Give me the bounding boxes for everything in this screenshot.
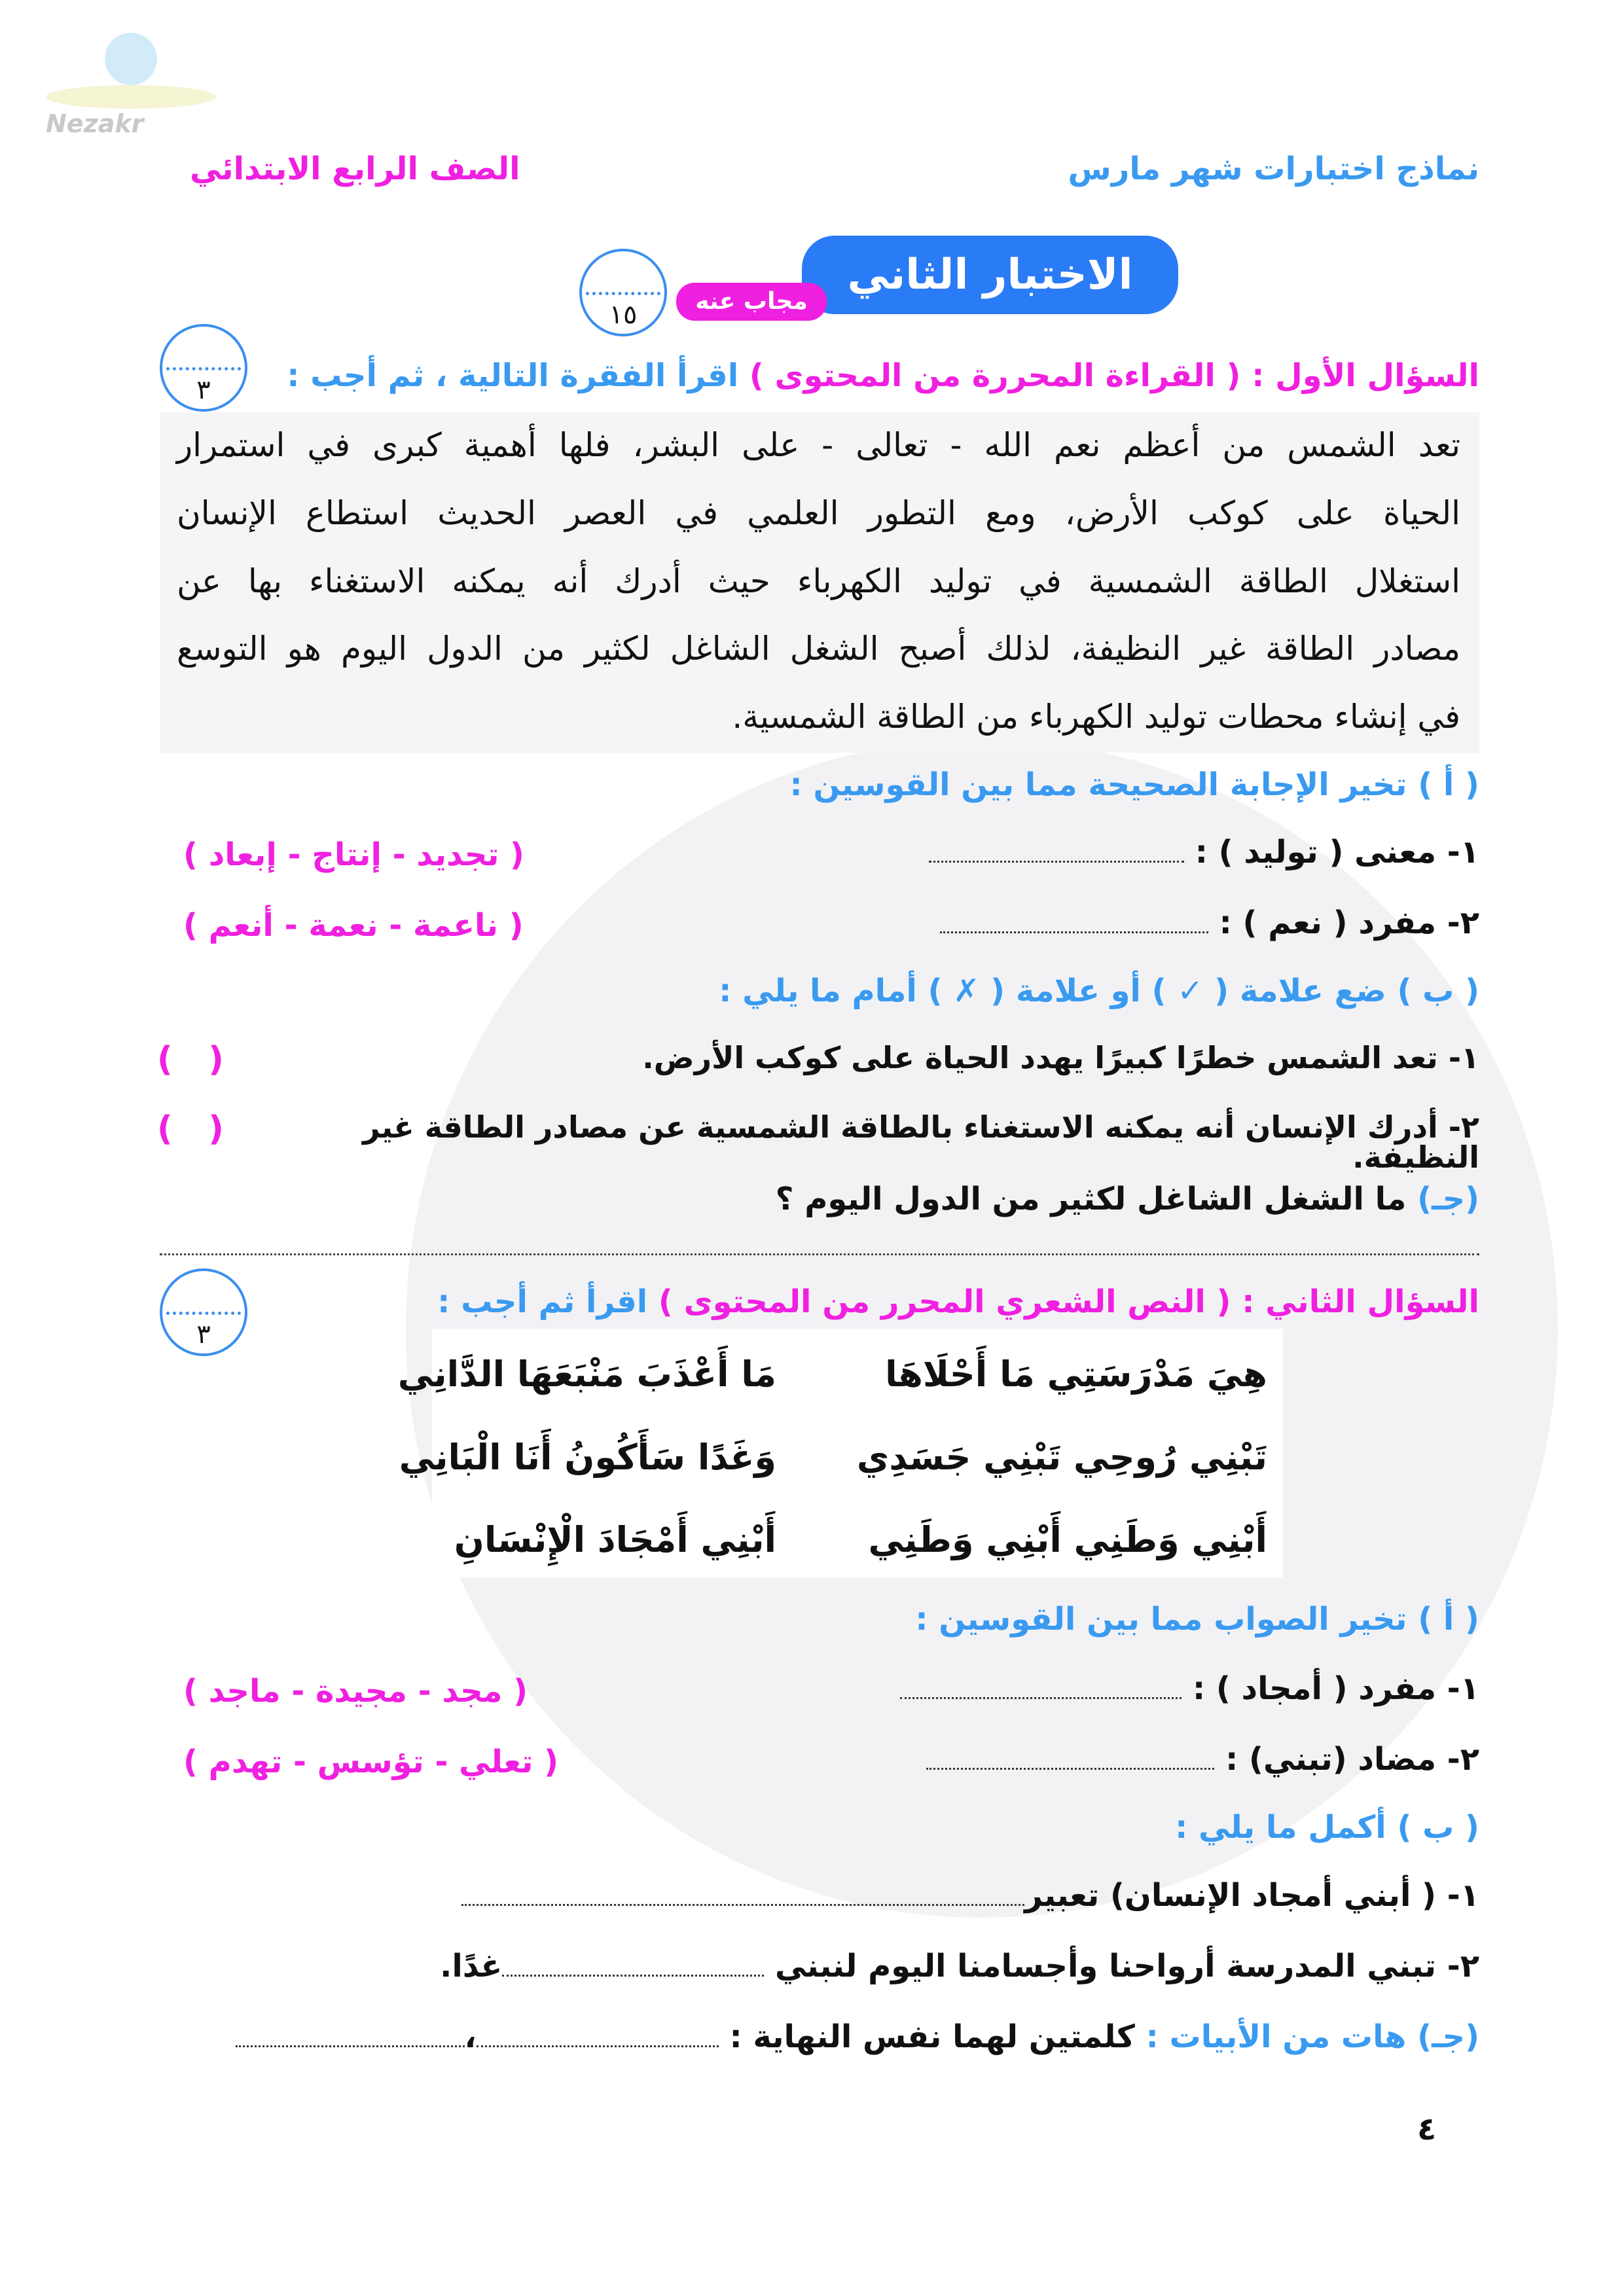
answer-blank[interactable] [502,1975,764,1977]
answer-blank[interactable] [940,931,1208,933]
q1-b-item [157,1040,1479,1079]
logo [39,26,223,144]
q1-a-item [929,836,1479,868]
q1-part-a-label: ( أ ) تخير الإجابة الصحيحة مما بين القوسين : [789,766,1479,803]
passage-line: تعد الشمس من أعظم نعم الله - تعالى - على البشر، فلها أهمية كبرى في استمرار [177,426,1460,464]
q2-topic: ( النص الشعري المحرر من المحتوى ) [658,1283,1231,1320]
q2-part-b-label: ( ب ) أكمل ما يلي : [1175,1809,1479,1846]
item-text: ٢- مفرد ( نعم ) : [1219,905,1479,941]
answer-blank[interactable] [477,2045,719,2047]
answer-parens[interactable]: ( ) [157,1040,224,1079]
logo-graduate-icon [105,33,157,85]
poem-verse: وَغَدًا سَأَكُونُ أَنَا الْبَانِي [399,1437,776,1478]
poem-verse: أَبْنِي أَمْجَادَ الْإِنْسَانِ [454,1519,776,1560]
q1-part-b-label: ( ب ) ضع علامة ( ✓ ) أو علامة ( ✗ ) أمام ما يلي : [719,973,1479,1009]
q1-instruction: اقرأ الفقرة التالية ، ثم أجب : [287,357,739,394]
q1-a-item [940,907,1479,939]
q1-label: السؤال الأول : [1252,357,1479,394]
answer-blank[interactable] [900,1697,1182,1699]
answer-blank[interactable] [929,861,1184,863]
q1-heading [287,357,1479,394]
q1-b-item [157,1109,1479,1175]
part-c-label: (جـ) هات من الأبيات : [1146,2018,1479,2055]
item-tail: غدًا. [440,1948,503,1984]
poem-verse: هِيَ مَدْرَسَتِي مَا أَحْلَاهَا [885,1354,1267,1395]
q1-topic: ( القراءة المحررة من المحتوى ) [749,357,1241,394]
item-text: ٢- أدرك الإنسان أنه يمكنه الاستغناء بالطاقة الشمسية عن مصادر الطاقة غير النظيفة. [362,1109,1479,1175]
page-number: ٤ [1417,2111,1437,2147]
total-score-value: ١٥ [609,300,638,330]
separator: ، [464,2018,477,2055]
part-c-label: (جـ) [1417,1181,1479,1217]
q2-instruction: اقرأ ثم أجب : [437,1283,648,1320]
q2-label: السؤال الثاني : [1242,1283,1479,1320]
part-c-text: ما الشغل الشاغل لكثير من الدول اليوم ؟ [775,1181,1407,1217]
item-text: ١- تعد الشمس خطرًا كبيرًا يهدد الحياة على كوكب الأرض. [642,1040,1479,1075]
item-text: ١- مفرد ( أمجاد ) : [1192,1670,1479,1707]
answer-blank[interactable] [461,1904,1024,1906]
item-text: ١- معنى ( توليد ) : [1195,834,1479,870]
answer-parens[interactable]: ( ) [157,1109,224,1149]
item-text: ١- ( أبني أمجاد الإنسان) تعبير [1024,1877,1479,1914]
logo-book-icon [46,85,216,109]
score-divider [586,292,660,295]
poem-verse: أَبْنِي وَطَنِي أَبْنِي وَطَنِي [868,1519,1267,1560]
q2-b-item [440,1950,1479,1982]
section-divider [160,1253,1479,1255]
q2-b-item [461,1877,1479,1914]
passage-line: مصادر الطاقة غير النظيفة، لذلك أصبح الشغل الشاغل لكثير من الدول اليوم هو التوسع [177,630,1460,668]
poem-verse: تَبْنِي رُوحِي تَبْنِي جَسَدِي [856,1437,1267,1478]
q1-score-circle [160,324,247,412]
q2-a-choices: ( مجد - مجيدة - ماجد ) [183,1673,528,1710]
q1-score-value: ٣ [196,375,211,405]
q2-part-c [236,2018,1479,2055]
passage-line: استغلال الطاقة الشمسية في توليد الكهرباء حيث أدرك أنه يمكنه الاستغناء بها عن [177,562,1460,600]
q2-heading [437,1283,1479,1320]
q2-a-item [900,1670,1479,1707]
q1-a-choices: ( ناعمة - نعمة - أنعم ) [183,907,524,944]
part-c-text: كلمتين لهما نفس النهاية : [729,2018,1135,2055]
passage-line: في إنشاء محطات توليد الكهرباء من الطاقة الشمسية. [732,698,1460,736]
logo-text: Nezakr [46,109,144,138]
q2-a-item [926,1741,1479,1778]
answered-badge: مجاب عنه [676,283,827,321]
answer-blank[interactable] [236,2045,465,2047]
q2-a-choices: ( تعلي - تؤسس - تهدم ) [183,1744,559,1780]
score-divider [166,1312,241,1315]
exam-title-pill: الاختبار الثاني [802,236,1178,314]
q1-a-choices: ( تجديد - إنتاج - إبعاد ) [183,836,524,873]
item-text: ٢- تبني المدرسة أرواحنا وأجسامنا اليوم لنبني [775,1948,1479,1984]
grade-label: الصف الرابع الابتدائي [190,151,520,187]
answer-blank[interactable] [926,1768,1214,1770]
q2-part-a-label: ( أ ) تخير الصواب مما بين القوسين : [915,1601,1479,1638]
item-text: ٢- مضاد (تبني) : [1225,1741,1479,1778]
series-title: نماذج اختبارات شهر مارس [1068,151,1479,187]
poem-verse: مَا أَعْذَبَ مَنْبَعَهَا الدَّانِي [397,1354,776,1395]
passage-line: الحياة على كوكب الأرض، ومع التطور العلمي في العصر الحديث استطاع الإنسان [177,494,1460,532]
q2-score-value: ٣ [196,1319,211,1350]
total-score-circle [579,249,667,336]
q2-score-circle [160,1268,247,1356]
q1-part-c [776,1183,1479,1215]
score-divider [166,367,241,370]
